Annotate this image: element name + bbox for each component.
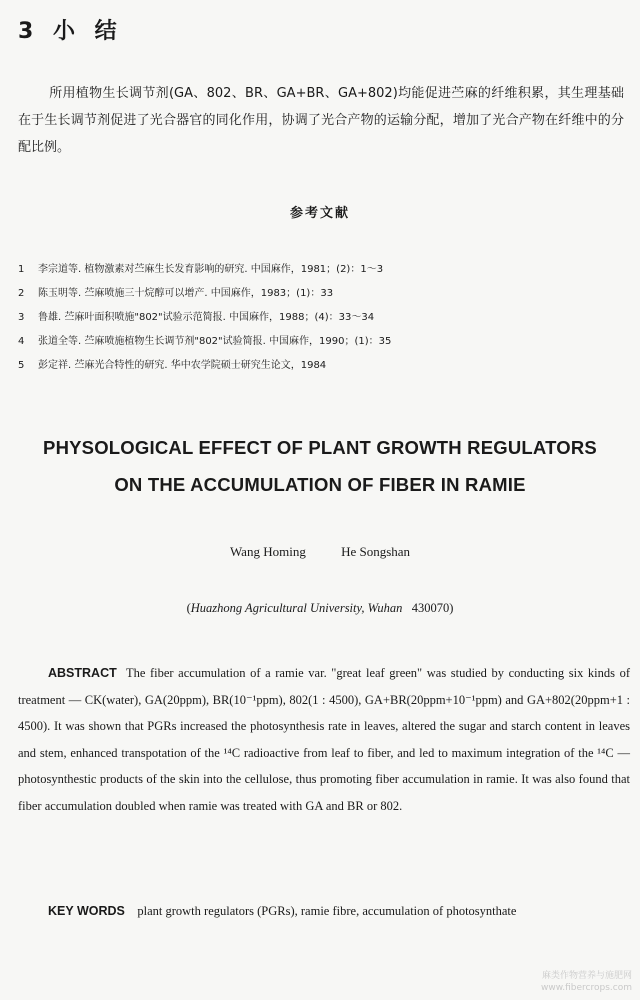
references-list (18, 258, 618, 378)
english-title-line-2: ON THE ACCUMULATION OF FIBER IN RAMIE (114, 474, 526, 495)
reference-number: 2 (18, 288, 25, 299)
reference-item (18, 330, 618, 354)
reference-item (18, 306, 618, 330)
summary-paragraph: 所用植物生长调节剂(GA、802、BR、GA+BR、GA+802)均能促进苎麻的纤维积累，其生理基础在于生长调节剂促进了光合器官的同化作用，协调了光合产物的运输分配，增加了光合产物在纤维中的分配比例。 (18, 86, 624, 155)
watermark-line-2: www.fibercrops.com (541, 983, 632, 993)
section-title: 3 小 结 (18, 19, 123, 44)
keywords-label: KEY WORDS (48, 904, 125, 918)
references-heading: 参考文献 (289, 206, 350, 221)
reference-item (18, 258, 618, 282)
reference-number: 4 (18, 336, 25, 347)
reference-text: 鲁雄. 苎麻叶面积喷施"802"试验示范简报. 中国麻作，1988；(4)：33～34 (38, 312, 375, 323)
reference-text: 李宗道等. 植物激素对苎麻生长发育影响的研究. 中国麻作，1981；(2)：1～3 (38, 264, 384, 275)
reference-item (18, 282, 618, 306)
affiliation-open: ( (186, 601, 191, 615)
reference-text: 陈玉明等. 苎麻喷施三十烷醇可以增产. 中国麻作，1983；(1)：33 (38, 288, 334, 299)
abstract-text: The fiber accumulation of a ramie var. "great leaf green" was studied by conducting six kinds of treatment — CK(water), GA(20ppm), BR(10⁻¹ppm), 802(1 : 4500), GA+BR(20ppm+10⁻¹ppm) and GA+802(20ppm+1 : 4500). It was shown that PGRs increased the photosynthesis rate in leaves, altered the sugar and starch content in leaves and stem, enhanced transpotation of the ¹⁴C radioactive from leaf to fiber, and led to maximum integration of the ¹⁴C — photosynthestic products of the skin into the cellulose, thus promoting fiber accumulation in ramie. It was also found that fiber accumulation doubled when ramie was treated with GA and BR or 802. (18, 666, 631, 813)
abstract-label: ABSTRACT (48, 666, 117, 680)
reference-text: 彭定祥. 苎麻光合特性的研究. 华中农学院硕士研究生论文，1984 (38, 360, 327, 371)
reference-number: 3 (18, 312, 25, 323)
abstract-paragraph (18, 660, 630, 819)
keywords-paragraph (18, 898, 630, 925)
reference-item (18, 354, 618, 378)
keywords-text: plant growth regulators (PGRs), ramie fibre, accumulation of photosynthate (137, 904, 517, 918)
watermark-line-1: 麻类作物营养与施肥网 (541, 971, 632, 981)
reference-number: 1 (18, 264, 25, 275)
affiliation (0, 601, 640, 616)
author-name: He Songshan (341, 544, 411, 559)
reference-number: 5 (18, 360, 25, 371)
watermark (541, 970, 632, 994)
english-title-line-1: PHYSOLOGICAL EFFECT OF PLANT GROWTH REGULATORS (43, 437, 597, 458)
affiliation-institution: Huazhong Agricultural University, Wuhan (190, 601, 403, 615)
reference-text: 张道全等. 苎麻喷施植物生长调节剂"802"试验简报. 中国麻作，1990；(1)：35 (38, 336, 392, 347)
affiliation-postcode: 430070) (411, 601, 454, 615)
authors (0, 544, 640, 560)
author-name: Wang Homing (229, 544, 306, 559)
